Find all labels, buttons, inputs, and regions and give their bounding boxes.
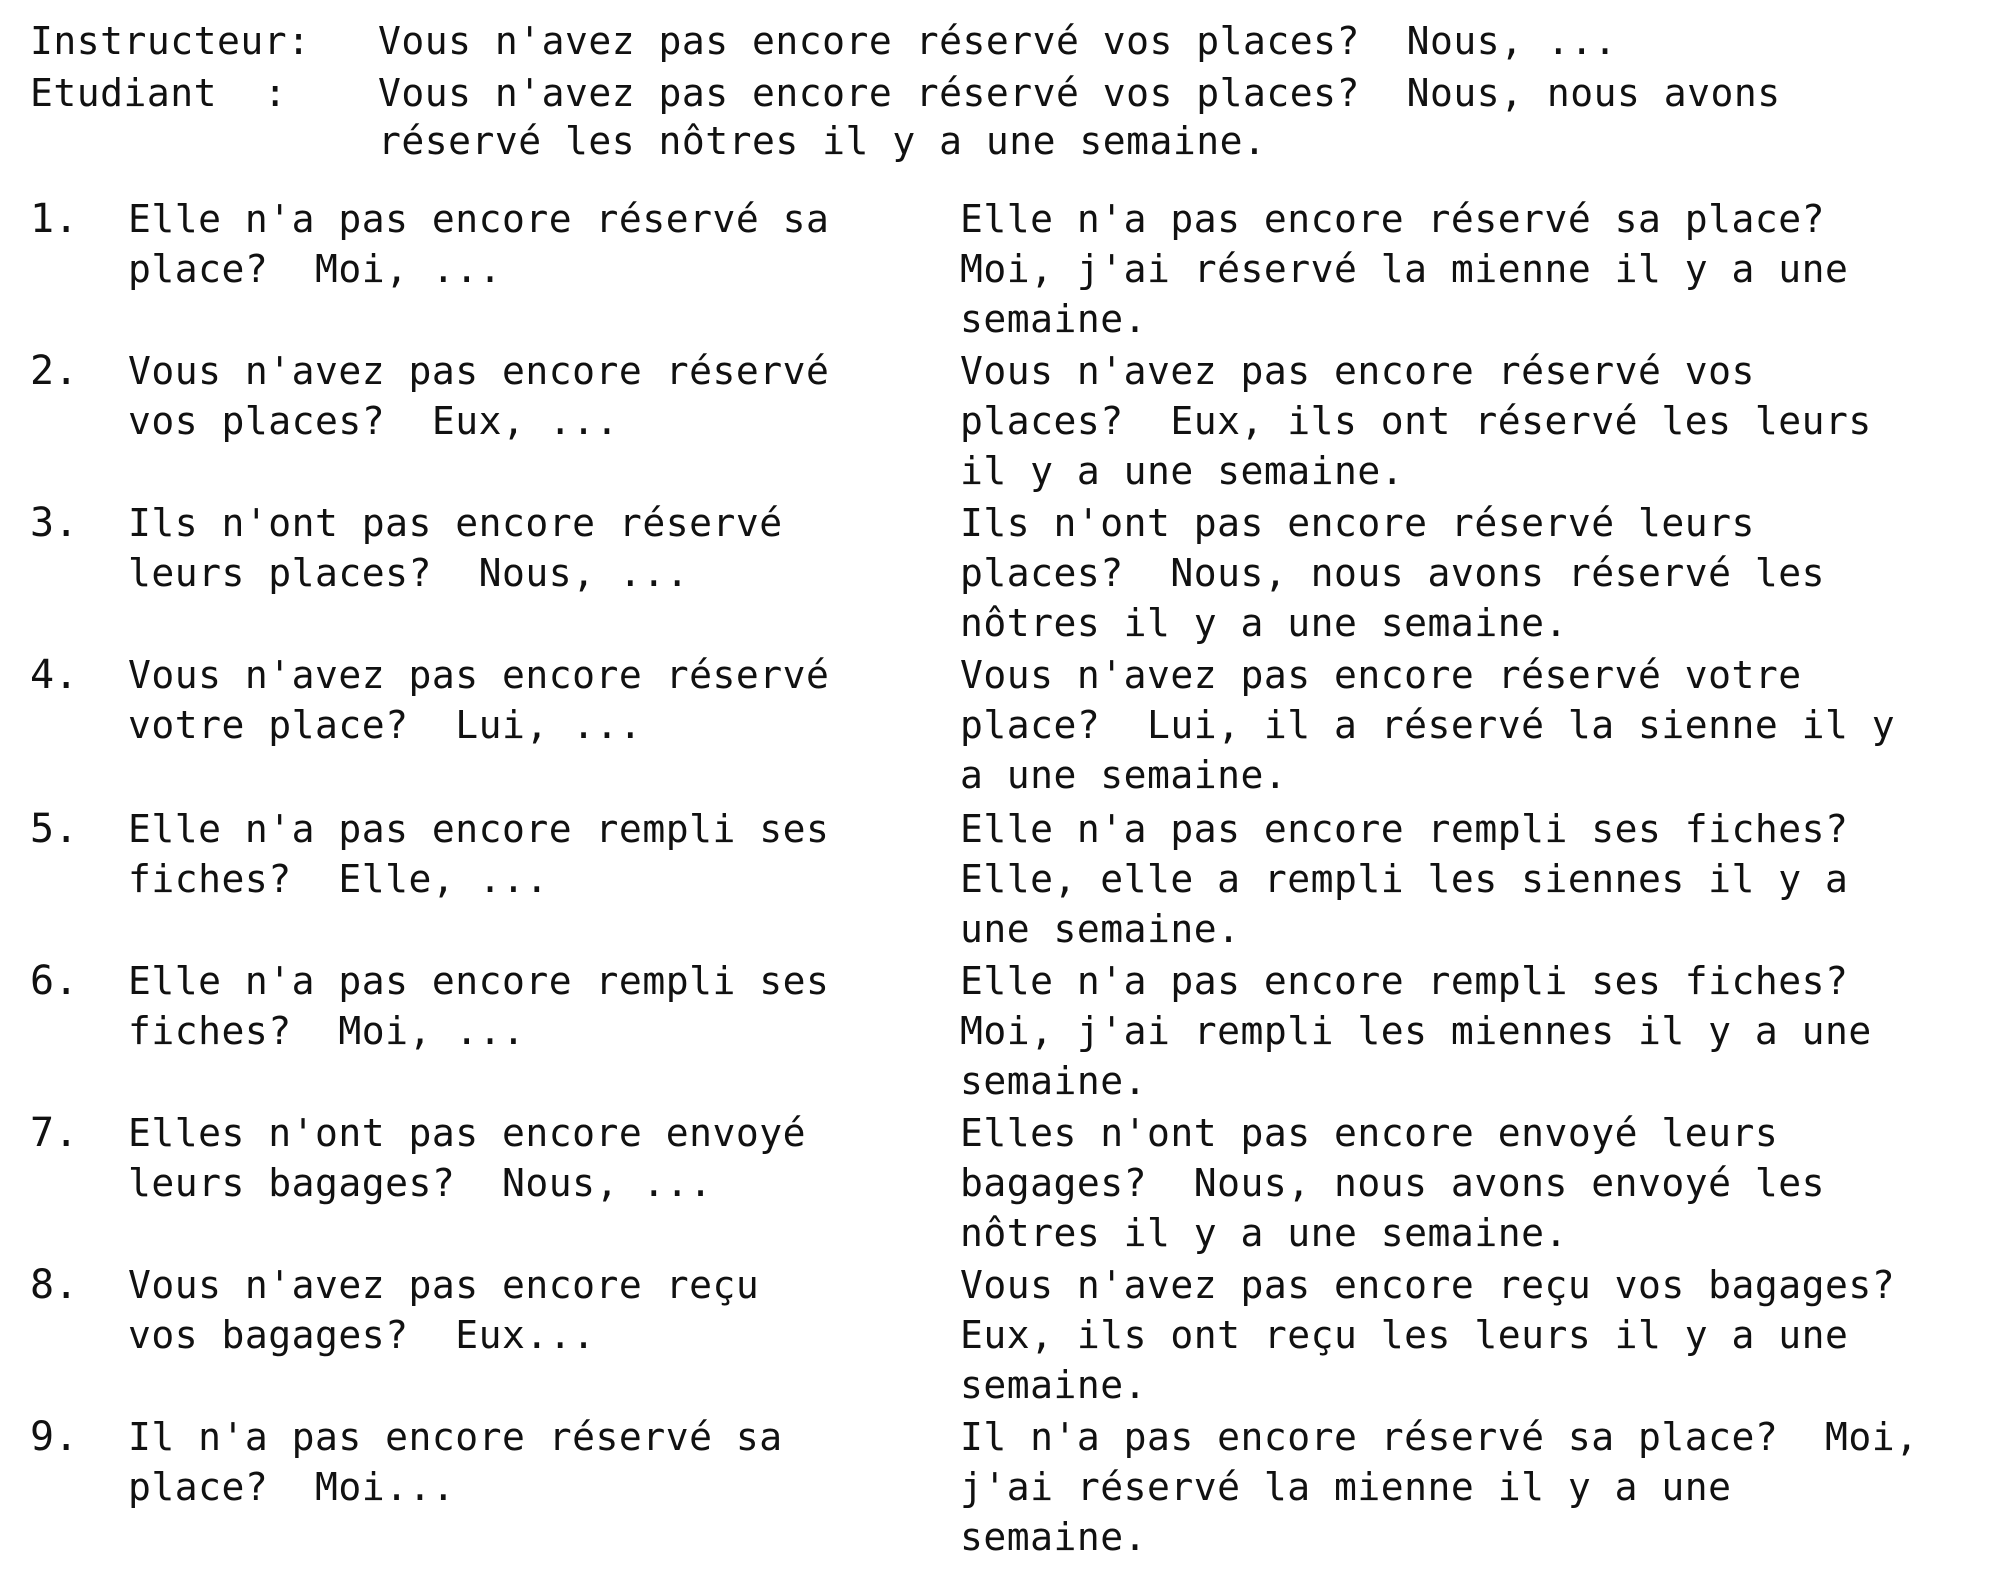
item-prompt-line: Vous n'avez pas encore réservé [128,349,830,393]
item-prompt-line: Vous n'avez pas encore reçu [128,1263,760,1307]
item-answer-line: Moi, j'ai rempli les miennes il y a une [960,1009,1872,1053]
item-answer-line: Vous n'avez pas encore réservé votre [960,653,1802,697]
item-prompt-line: Elles n'ont pas encore envoyé [128,1111,806,1155]
item-answer-line: il y a une semaine. [960,449,1405,493]
item-answer-line: places? Nous, nous avons réservé les [960,551,1825,595]
item-number: 2. [30,348,79,394]
item-prompt-line: fiches? Moi, ... [128,1009,526,1053]
item-answer-line: Ils n'ont pas encore réservé leurs [960,501,1755,545]
item-number: 6. [30,958,79,1004]
item-number: 8. [30,1262,79,1308]
item-prompt-line: place? Moi, ... [128,247,503,291]
item-prompt-line: leurs bagages? Nous, ... [128,1161,713,1205]
item-answer-line: une semaine. [960,907,1241,951]
item-answer-line: Elle n'a pas encore rempli ses fiches? [960,807,1849,851]
item-number: 4. [30,652,79,698]
item-prompt-line: Ils n'ont pas encore réservé [128,501,783,545]
item-answer-line: Il n'a pas encore réservé sa place? Moi, [960,1415,1919,1459]
item-prompt-line: Il n'a pas encore réservé sa [128,1415,783,1459]
item-answer-line: semaine. [960,1059,1148,1103]
item-answer-line: bagages? Nous, nous avons envoyé les [960,1161,1825,1205]
item-answer-line: Vous n'avez pas encore reçu vos bagages? [960,1263,1896,1307]
item-prompt-line: Vous n'avez pas encore réservé [128,653,830,697]
item-answer-line: Elles n'ont pas encore envoyé leurs [960,1111,1779,1155]
item-number: 5. [30,806,79,852]
item-number: 9. [30,1414,79,1460]
item-answer-line: Eux, ils ont reçu les leurs il y a une [960,1313,1849,1357]
student-line-2: réservé les nôtres il y a une semaine. [378,119,1267,163]
item-answer-line: places? Eux, ils ont réservé les leurs [960,399,1872,443]
item-answer-line: Elle n'a pas encore réservé sa place? [960,197,1825,241]
instructor-label: Instructeur: [30,19,311,63]
instructor-line: Vous n'avez pas encore réservé vos places? Nous, ... [378,19,1618,63]
item-answer-line: semaine. [960,1363,1148,1407]
item-answer-line: semaine. [960,1515,1148,1559]
item-answer-line: Elle, elle a rempli les siennes il y a [960,857,1849,901]
item-prompt-line: Elle n'a pas encore rempli ses [128,807,830,851]
item-answer-line: nôtres il y a une semaine. [960,601,1568,645]
item-prompt-line: leurs places? Nous, ... [128,551,690,595]
item-answer-line: a une semaine. [960,753,1288,797]
item-number: 7. [30,1110,79,1156]
item-prompt-line: place? Moi... [128,1465,456,1509]
student-label: Etudiant : [30,71,288,115]
item-number: 3. [30,500,79,546]
item-prompt-line: vos places? Eux, ... [128,399,619,443]
item-prompt-line: Elle n'a pas encore réservé sa [128,197,830,241]
student-line-1: Vous n'avez pas encore réservé vos places? Nous, nous avons [378,71,1781,115]
item-prompt-line: Elle n'a pas encore rempli ses [128,959,830,1003]
item-prompt-line: fiches? Elle, ... [128,857,549,901]
item-answer-line: Vous n'avez pas encore réservé vos [960,349,1755,393]
item-prompt-line: votre place? Lui, ... [128,703,643,747]
item-answer-line: Elle n'a pas encore rempli ses fiches? [960,959,1849,1003]
item-prompt-line: vos bagages? Eux... [128,1313,596,1357]
item-answer-line: j'ai réservé la mienne il y a une [960,1465,1732,1509]
item-number: 1. [30,196,79,242]
item-answer-line: semaine. [960,297,1148,341]
item-answer-line: nôtres il y a une semaine. [960,1211,1568,1255]
item-answer-line: place? Lui, il a réservé la sienne il y [960,703,1896,747]
item-answer-line: Moi, j'ai réservé la mienne il y a une [960,247,1849,291]
